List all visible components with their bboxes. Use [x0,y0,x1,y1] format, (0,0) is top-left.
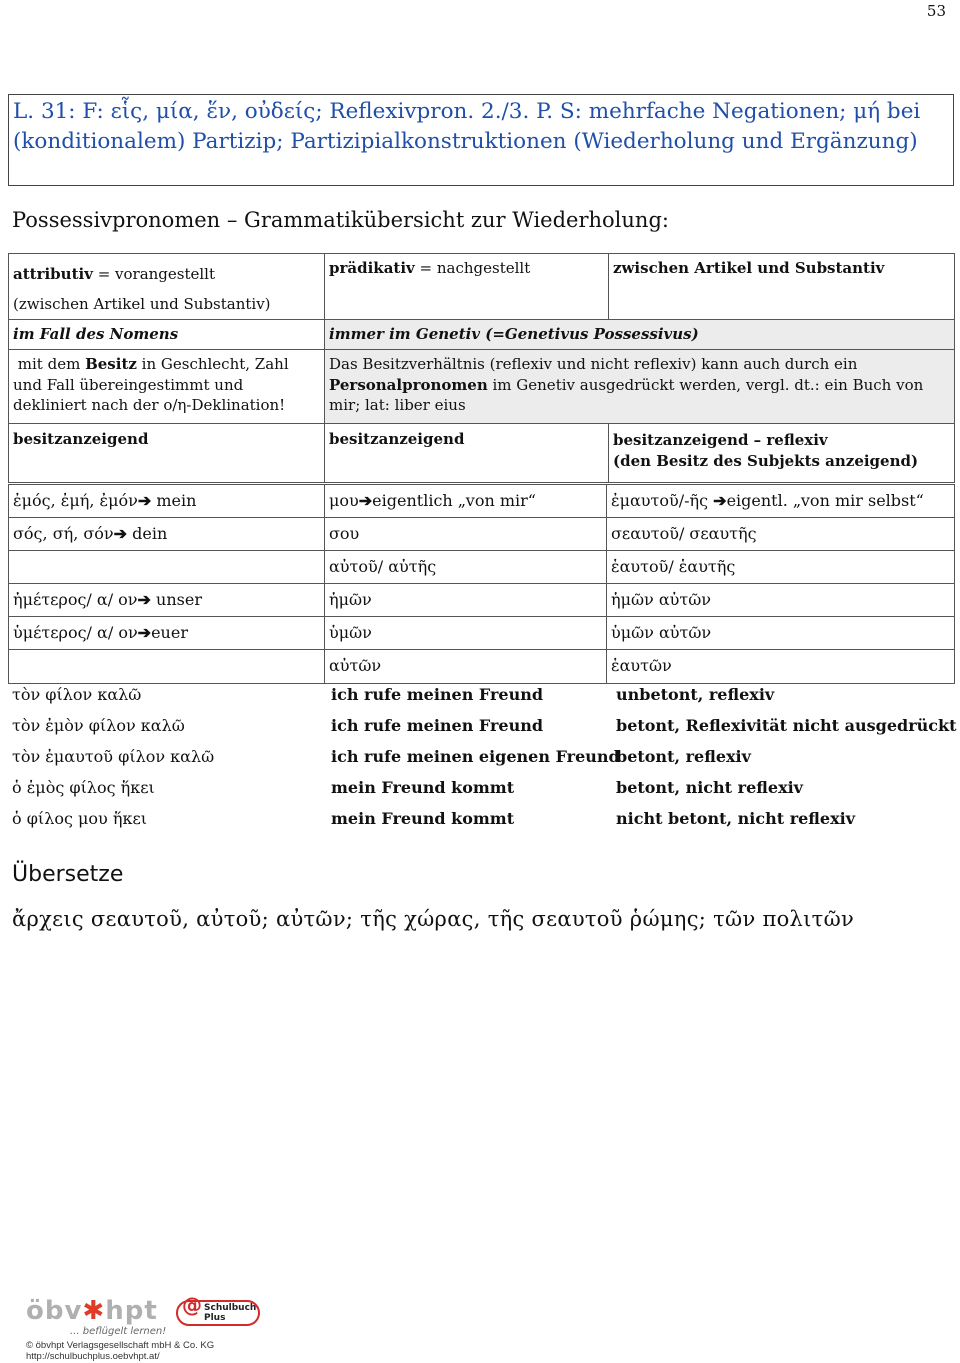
text-personalpronomen: Personalpronomen [329,375,488,394]
pronoun-row [9,518,955,551]
text-besitz: Besitz [85,355,137,373]
arrow-right-icon: ➔ [113,524,128,543]
pronoun-form: ἐμαυτοῦ/-ῆς [611,491,714,510]
example-german: ich rufe meinen Freund [331,716,544,735]
overview-table [8,253,955,483]
pronoun-form: ὑμῶν [329,623,372,642]
pronoun-meaning: eigentl. „von mir selbst“ [726,491,924,510]
pronoun-form: αὐτῶν [329,656,382,675]
example-note: betont, Reflexivität nicht ausgedrückt [616,716,957,735]
cell-zwischen: zwischen Artikel und Substantiv [609,254,955,320]
pronoun-form: ἐμός, ἐμή, ἐμόν [13,491,138,510]
cell-type-2: besitzanzeigend [325,424,609,483]
example-row [12,778,952,797]
pronoun-cell-2 [325,584,607,617]
example-row [12,809,952,828]
pronoun-cell-2 [325,485,607,518]
pronoun-row [9,584,955,617]
exercise-heading: Übersetze [12,862,124,887]
pronoun-form: σεαυτοῦ/ σεαυτῆς [611,524,757,543]
pronoun-cell-3 [607,485,955,518]
pronoun-cell-3 [607,551,955,584]
example-note: betont, nicht reflexiv [616,778,803,797]
pronoun-cell-1 [9,518,325,551]
pronoun-cell-1 [9,551,325,584]
pronoun-form: ἡμέτερος/ α/ ον [13,590,138,609]
overview-row-explanation [9,350,955,424]
label-attributiv: attributiv [13,265,93,283]
cell-personalpronomen-explanation [325,350,955,424]
arrow-right-icon: ➔ [137,623,152,642]
pronoun-cell-1 [9,617,325,650]
example-note: nicht betont, nicht reflexiv [616,809,856,828]
pronoun-form: σός, σή, σόν [13,524,114,543]
overview-row-type [9,424,955,483]
publisher-logo [26,1293,286,1362]
example-greek: ὁ φίλος μου ἥκει [12,809,148,828]
copyright-block [26,1340,214,1362]
copyright-text: © öbvhpt Verlagsgesellschaft mbH & Co. KG [26,1340,215,1351]
logo-tagline: ... beflügelt lernen! [70,1326,167,1337]
badge-line2: Plus [204,1313,226,1323]
pronoun-row [9,617,955,650]
pronoun-form: ἡμῶν [329,590,372,609]
logo-obv-text: öbv [26,1296,83,1326]
at-icon: @ [182,1293,202,1317]
arrow-right-icon: ➔ [137,491,152,510]
pronoun-cell-1 [9,485,325,518]
pronoun-row [9,551,955,584]
overview-row-header [9,254,955,320]
label-attributiv-note: (zwischen Artikel und Substantiv) [13,295,271,313]
pronoun-row [9,485,955,518]
logo-hpt-text: hpt [105,1296,158,1326]
pronoun-form: ἑαυτῶν [611,656,672,675]
publisher-url: http://schulbuchplus.oebvhpt.at/ [26,1351,160,1362]
star-icon: ✱ [82,1296,106,1326]
pronoun-form: ὑμῶν αὐτῶν [611,623,712,642]
exercise-text: ἄρχεις σεαυτοῦ, αὐτοῦ; αὐτῶν; τῆς χώρας, τῆς σεαυτοῦ ῥώμης; τῶν πολιτῶν [12,907,855,931]
cell-type-3 [609,424,955,483]
pronoun-cell-3 [607,617,955,650]
text-a: Das Besitzverhältnis (reflexiv und nicht reflexiv) kann auch durch ein [329,355,858,373]
label-praedikativ-def: = nachgestellt [414,259,531,277]
obvhpt-wordmark [26,1296,158,1326]
label-praedikativ: prädikativ [329,259,415,277]
pronoun-meaning: unser [150,590,202,609]
example-german: ich rufe meinen eigenen Freund [331,747,620,766]
label-attributiv-def: = vorangestellt [92,265,216,283]
pronoun-form: μου [329,491,359,510]
text-c: im Genetiv ausgedrückt werden, vergl. dt.: ein Buch von mir; lat: liber eius [329,375,924,414]
pronoun-cell-3 [607,650,955,684]
pronoun-forms-table [8,484,955,684]
example-note: betont, reflexiv [616,747,751,766]
pronoun-cell-2 [325,650,607,684]
pronoun-form: ἑαυτοῦ/ ἑαυτῆς [611,557,736,576]
type-3-line2: (den Besitz des Subjekts anzeigend) [613,451,919,470]
example-greek: ὁ ἐμὸς φίλος ἥκει [12,778,155,797]
example-row [12,747,952,766]
example-greek: τὸν ἐμαυτοῦ φίλον καλῶ [12,747,215,766]
text-c: in Geschlecht, Zahl und Fall übereingestimmt und dekliniert nach der ο/η-Deklination! [13,355,289,414]
example-german: mein Freund kommt [331,778,515,797]
pronoun-cell-2 [325,617,607,650]
lesson-title-text: L. 31: F: εἷς, μία, ἕν, οὐδείς; Reflexivpron. 2./3. P. S: mehrfache Negationen; μή bei (konditionalem) Partizip; Partizipialkonstruktionen (Wiederholung und Ergänzung) [13,99,921,154]
pronoun-row [9,650,955,684]
example-row [12,716,957,735]
pronoun-meaning: mein [151,491,197,510]
pronoun-cell-1 [9,584,325,617]
pronoun-form: ὑμέτερος/ α/ ον [13,623,138,642]
example-greek: τὸν φίλον καλῶ [12,685,142,704]
cell-praedikativ [325,254,609,320]
example-row [12,685,952,704]
text-a: mit dem [17,355,86,373]
lesson-title [8,94,954,186]
pronoun-cell-1 [9,650,325,684]
cell-im-fall: im Fall des Nomens [9,320,325,350]
type-3-line1: besitzanzeigend – reflexiv [613,431,828,449]
pronoun-form: ἡμῶν αὐτῶν [611,590,711,609]
pronoun-cell-2 [325,551,607,584]
example-greek: τὸν ἐμὸν φίλον καλῶ [12,716,185,735]
example-german: ich rufe meinen Freund [331,685,544,704]
arrow-right-icon: ➔ [358,491,373,510]
cell-besitz-explanation [9,350,325,424]
pronoun-form: αὐτοῦ/ αὐτῆς [329,557,437,576]
schulbuchplus-badge [176,1293,260,1326]
example-note: unbetont, reflexiv [616,685,775,704]
example-german: mein Freund kommt [331,809,515,828]
pronoun-meaning: euer [151,623,188,642]
arrow-right-icon: ➔ [713,491,727,510]
pronoun-form: σου [329,524,360,543]
badge-line1: Schulbuch [204,1303,257,1313]
pronoun-meaning: dein [127,524,168,543]
pronoun-cell-2 [325,518,607,551]
overview-row-case [9,320,955,350]
cell-attributiv [9,254,325,320]
pronoun-meaning: eigentlich „von mir“ [372,491,536,510]
arrow-right-icon: ➔ [137,590,151,609]
section-heading: Possessivpronomen – Grammatikübersicht zur Wiederholung: [12,208,669,232]
cell-genetiv: immer im Genetiv (=Genetivus Possessivus) [325,320,955,350]
cell-type-1: besitzanzeigend [9,424,325,483]
page-number: 53 [926,2,946,20]
pronoun-cell-3 [607,584,955,617]
pronoun-cell-3 [607,518,955,551]
